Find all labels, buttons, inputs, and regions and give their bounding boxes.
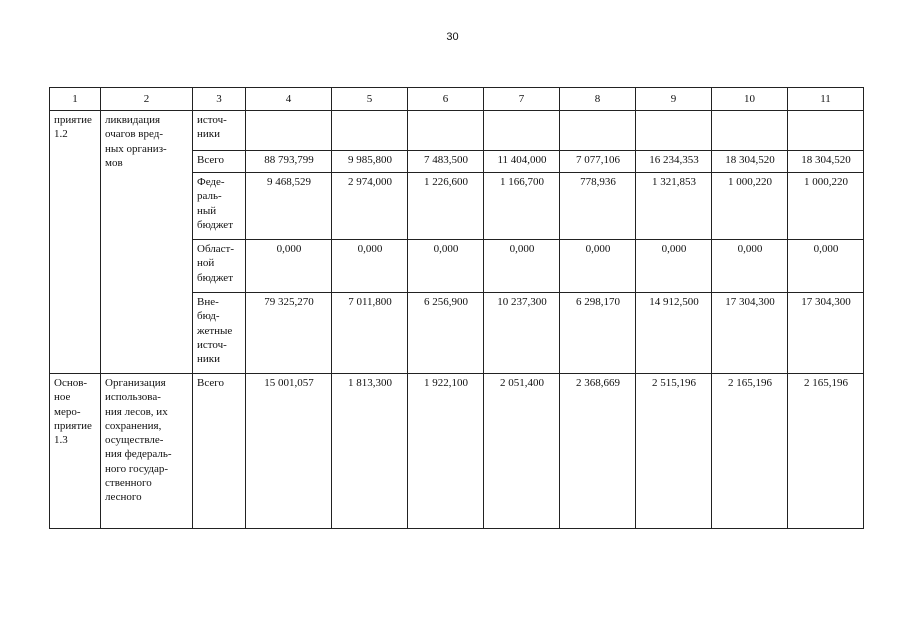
value-cell: 0,000 bbox=[712, 240, 788, 293]
value-cell: 6 298,170 bbox=[560, 293, 636, 374]
measure-name-cell: Организация использова- ния лесов, их сохранения, осуществле- ния федераль- ного государ- ственного лесного bbox=[101, 374, 193, 529]
column-header: 1 bbox=[50, 88, 101, 111]
value-cell: 18 304,520 bbox=[788, 151, 864, 173]
column-header: 10 bbox=[712, 88, 788, 111]
value-cell: 2 974,000 bbox=[332, 173, 408, 240]
value-cell bbox=[484, 111, 560, 151]
source-cell: Област- ной бюджет bbox=[193, 240, 246, 293]
source-cell: источ- ники bbox=[193, 111, 246, 151]
value-cell: 778,936 bbox=[560, 173, 636, 240]
value-cell: 0,000 bbox=[788, 240, 864, 293]
column-header: 11 bbox=[788, 88, 864, 111]
column-header: 5 bbox=[332, 88, 408, 111]
value-cell: 0,000 bbox=[332, 240, 408, 293]
table-row bbox=[50, 374, 864, 529]
value-cell: 2 051,400 bbox=[484, 374, 560, 529]
value-cell: 16 234,353 bbox=[636, 151, 712, 173]
value-cell: 1 321,853 bbox=[636, 173, 712, 240]
column-header: 8 bbox=[560, 88, 636, 111]
column-header: 4 bbox=[246, 88, 332, 111]
value-cell: 0,000 bbox=[560, 240, 636, 293]
value-cell: 17 304,300 bbox=[788, 293, 864, 374]
column-header: 9 bbox=[636, 88, 712, 111]
value-cell: 14 912,500 bbox=[636, 293, 712, 374]
value-cell: 2 165,196 bbox=[712, 374, 788, 529]
table-header-row bbox=[50, 88, 864, 111]
value-cell: 79 325,270 bbox=[246, 293, 332, 374]
value-cell: 15 001,057 bbox=[246, 374, 332, 529]
value-cell: 11 404,000 bbox=[484, 151, 560, 173]
value-cell bbox=[332, 111, 408, 151]
value-cell: 1 000,220 bbox=[712, 173, 788, 240]
value-cell: 6 256,900 bbox=[408, 293, 484, 374]
value-cell: 2 368,669 bbox=[560, 374, 636, 529]
value-cell: 1 166,700 bbox=[484, 173, 560, 240]
value-cell bbox=[788, 111, 864, 151]
source-cell: Вне- бюд- жетные источ- ники bbox=[193, 293, 246, 374]
value-cell: 2 515,196 bbox=[636, 374, 712, 529]
value-cell: 9 468,529 bbox=[246, 173, 332, 240]
measure-name-cell: ликвидация очагов вред- ных организ- мов bbox=[101, 111, 193, 374]
value-cell bbox=[712, 111, 788, 151]
value-cell: 17 304,300 bbox=[712, 293, 788, 374]
table-row bbox=[50, 111, 864, 151]
column-header: 6 bbox=[408, 88, 484, 111]
value-cell: 1 813,300 bbox=[332, 374, 408, 529]
source-cell: Всего bbox=[193, 151, 246, 173]
value-cell: 2 165,196 bbox=[788, 374, 864, 529]
measure-cell: Основ- ное меро- приятие 1.3 bbox=[50, 374, 101, 529]
value-cell: 0,000 bbox=[408, 240, 484, 293]
value-cell: 88 793,799 bbox=[246, 151, 332, 173]
value-cell: 1 226,600 bbox=[408, 173, 484, 240]
source-cell: Всего bbox=[193, 374, 246, 529]
value-cell: 0,000 bbox=[246, 240, 332, 293]
value-cell: 7 011,800 bbox=[332, 293, 408, 374]
column-header: 2 bbox=[101, 88, 193, 111]
value-cell bbox=[408, 111, 484, 151]
column-header: 7 bbox=[484, 88, 560, 111]
value-cell bbox=[636, 111, 712, 151]
source-cell: Феде- раль- ный бюджет bbox=[193, 173, 246, 240]
column-header: 3 bbox=[193, 88, 246, 111]
value-cell: 7 483,500 bbox=[408, 151, 484, 173]
budget-table bbox=[49, 87, 864, 529]
measure-cell: приятие 1.2 bbox=[50, 111, 101, 374]
value-cell bbox=[246, 111, 332, 151]
value-cell: 7 077,106 bbox=[560, 151, 636, 173]
value-cell: 0,000 bbox=[636, 240, 712, 293]
value-cell: 1 000,220 bbox=[788, 173, 864, 240]
value-cell bbox=[560, 111, 636, 151]
value-cell: 10 237,300 bbox=[484, 293, 560, 374]
value-cell: 0,000 bbox=[484, 240, 560, 293]
page-number: 30 bbox=[446, 31, 459, 43]
value-cell: 18 304,520 bbox=[712, 151, 788, 173]
value-cell: 1 922,100 bbox=[408, 374, 484, 529]
value-cell: 9 985,800 bbox=[332, 151, 408, 173]
